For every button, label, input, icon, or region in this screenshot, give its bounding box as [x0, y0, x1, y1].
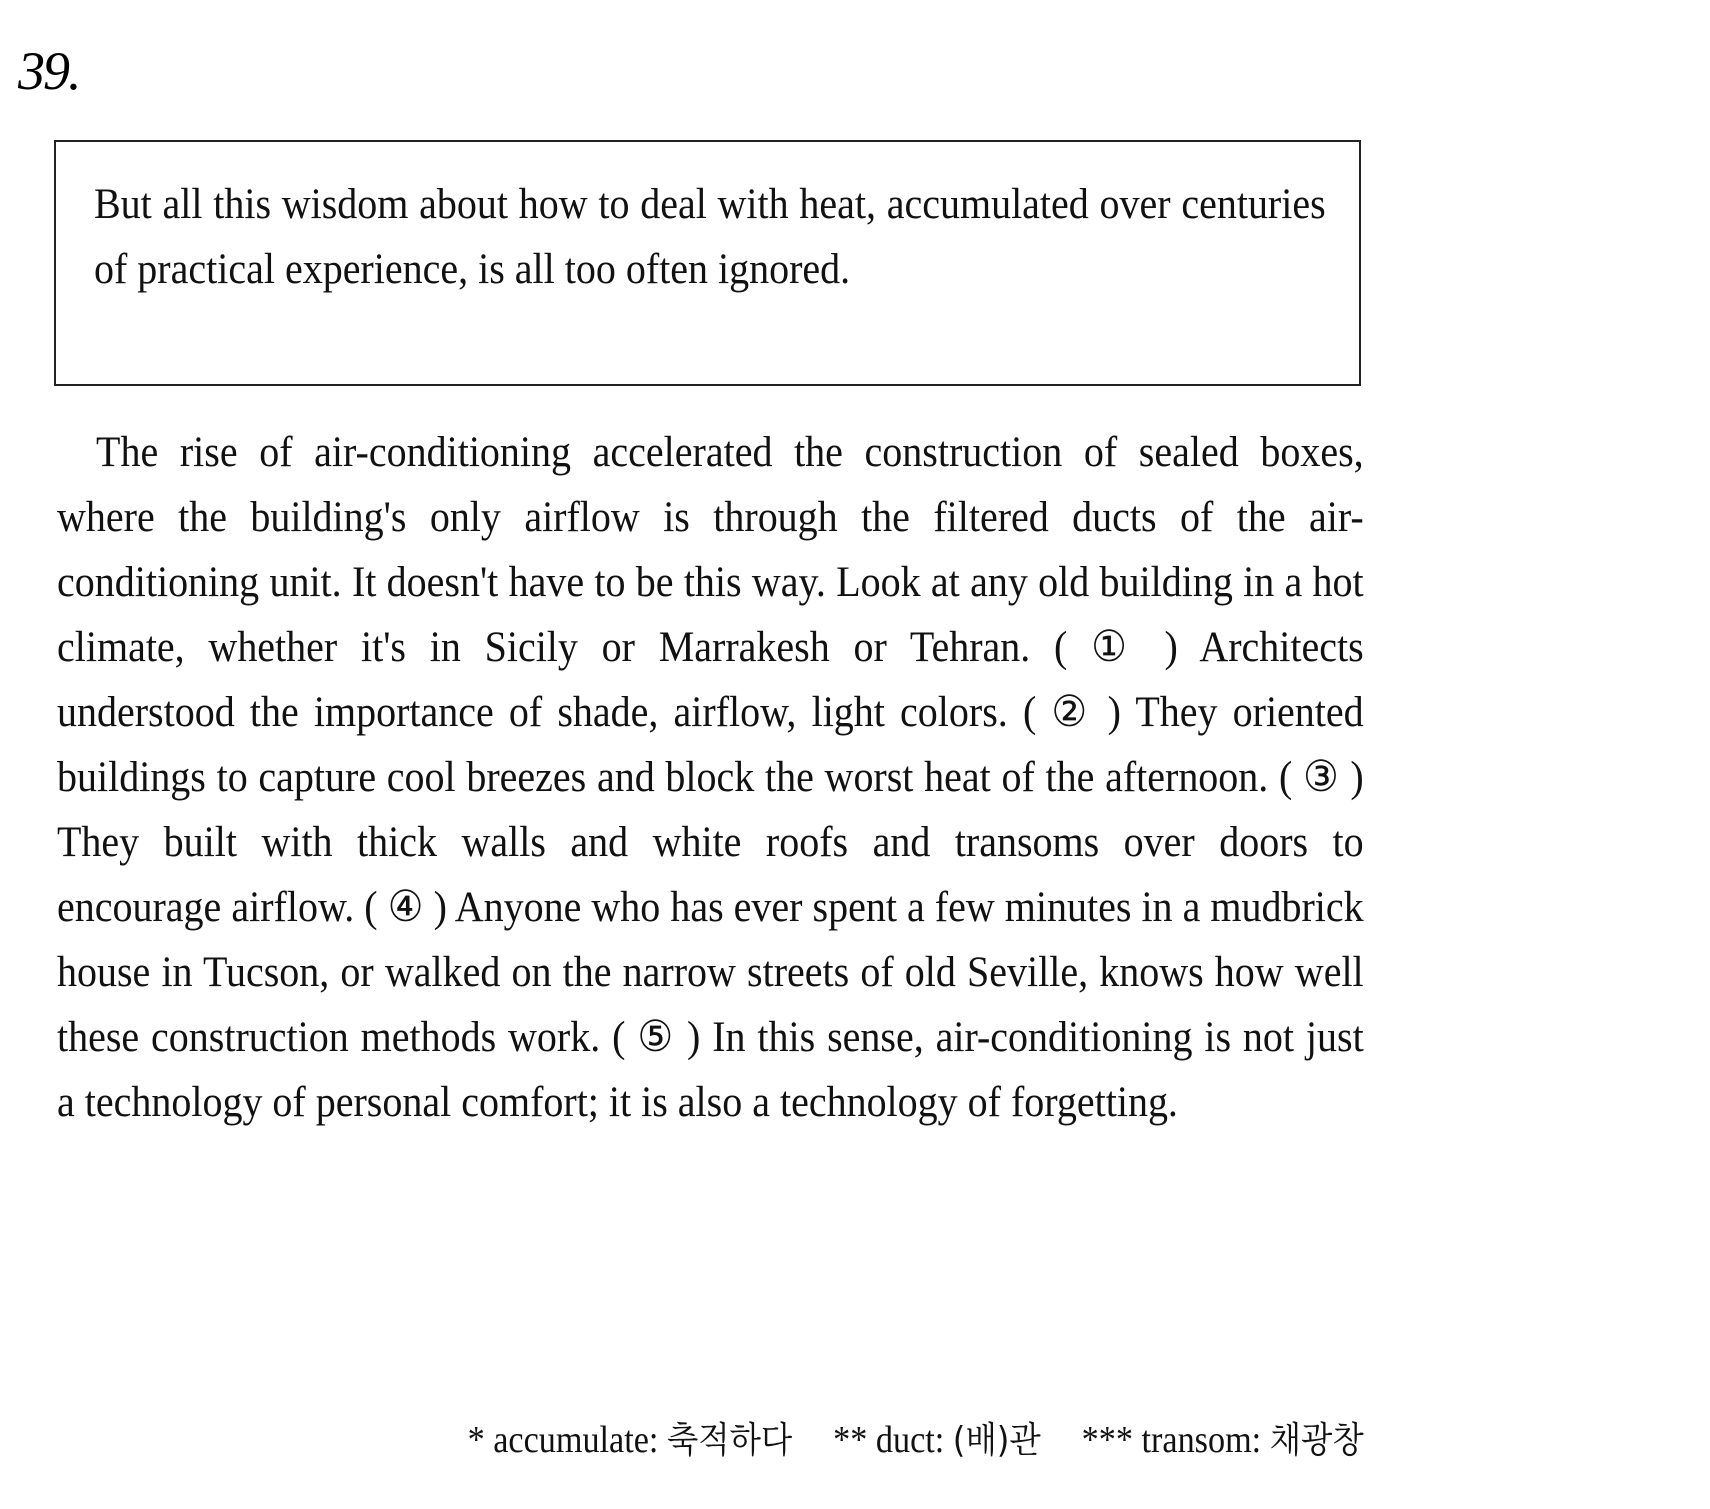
passage-segment-1: Architects understood the importance of shade, airflow, light colors. — [57, 624, 1364, 736]
insertion-marker-1[interactable]: ( ① ) — [1054, 624, 1178, 671]
passage-segment-3: They built with thick walls and white roofs and transoms over doors to encourage airflow. — [57, 819, 1364, 931]
passage-segment-5: In this sense, air-conditioning is not just a technology of personal comfort; it is also a technology of forgetting. — [57, 1014, 1364, 1126]
insertion-marker-3[interactable]: ( ③ ) — [1279, 754, 1364, 801]
footnote-transom — [1082, 1419, 1364, 1461]
footnote-marker: ** — [833, 1419, 868, 1461]
footnote-marker: * — [467, 1419, 486, 1461]
footnote-gloss: 축적하다 — [667, 1420, 793, 1461]
footnotes — [468, 1412, 1364, 1463]
footnote-gloss: (배)관 — [953, 1420, 1042, 1461]
given-sentence: But all this wisdom about how to deal with heat, accumulated over centuries of practical experience, is all too often ignored. — [94, 181, 1326, 293]
insertion-marker-5[interactable]: ( ⑤ ) — [612, 1014, 701, 1061]
question-number: 39. — [18, 41, 80, 101]
insertion-marker-4[interactable]: ( ④ ) — [364, 884, 447, 931]
passage-segment-2: They oriented buildings to capture cool breezes and block the worst heat of the afternoon. — [57, 689, 1364, 801]
footnote-accumulate — [468, 1419, 793, 1461]
given-sentence-box — [54, 140, 1361, 386]
footnote-term: accumulate: — [493, 1419, 659, 1461]
footnote-duct — [833, 1419, 1041, 1461]
passage — [57, 420, 1364, 1135]
passage-paragraph — [57, 420, 1364, 1135]
passage-segment-4: Anyone who has ever spent a few minutes in a mudbrick house in Tucson, or walked on the narrow streets of old Seville, knows how well these construction methods work. — [57, 884, 1364, 1061]
passage-segment-0: The rise of air-conditioning accelerated the construction of sealed boxes, where the building's only airflow is through the filtered ducts of the air-conditioning unit. It doesn't have to be this way. Look at any old building in a hot climate, whether it's in Sicily or Marrakesh or Tehran. — [57, 429, 1364, 671]
footnote-marker: *** — [1082, 1419, 1134, 1461]
footnote-gloss: 채광창 — [1270, 1420, 1364, 1461]
insertion-marker-2[interactable]: ( ② ) — [1022, 689, 1121, 736]
footnote-term: duct: — [876, 1419, 945, 1461]
footnote-term: transom: — [1141, 1419, 1262, 1461]
